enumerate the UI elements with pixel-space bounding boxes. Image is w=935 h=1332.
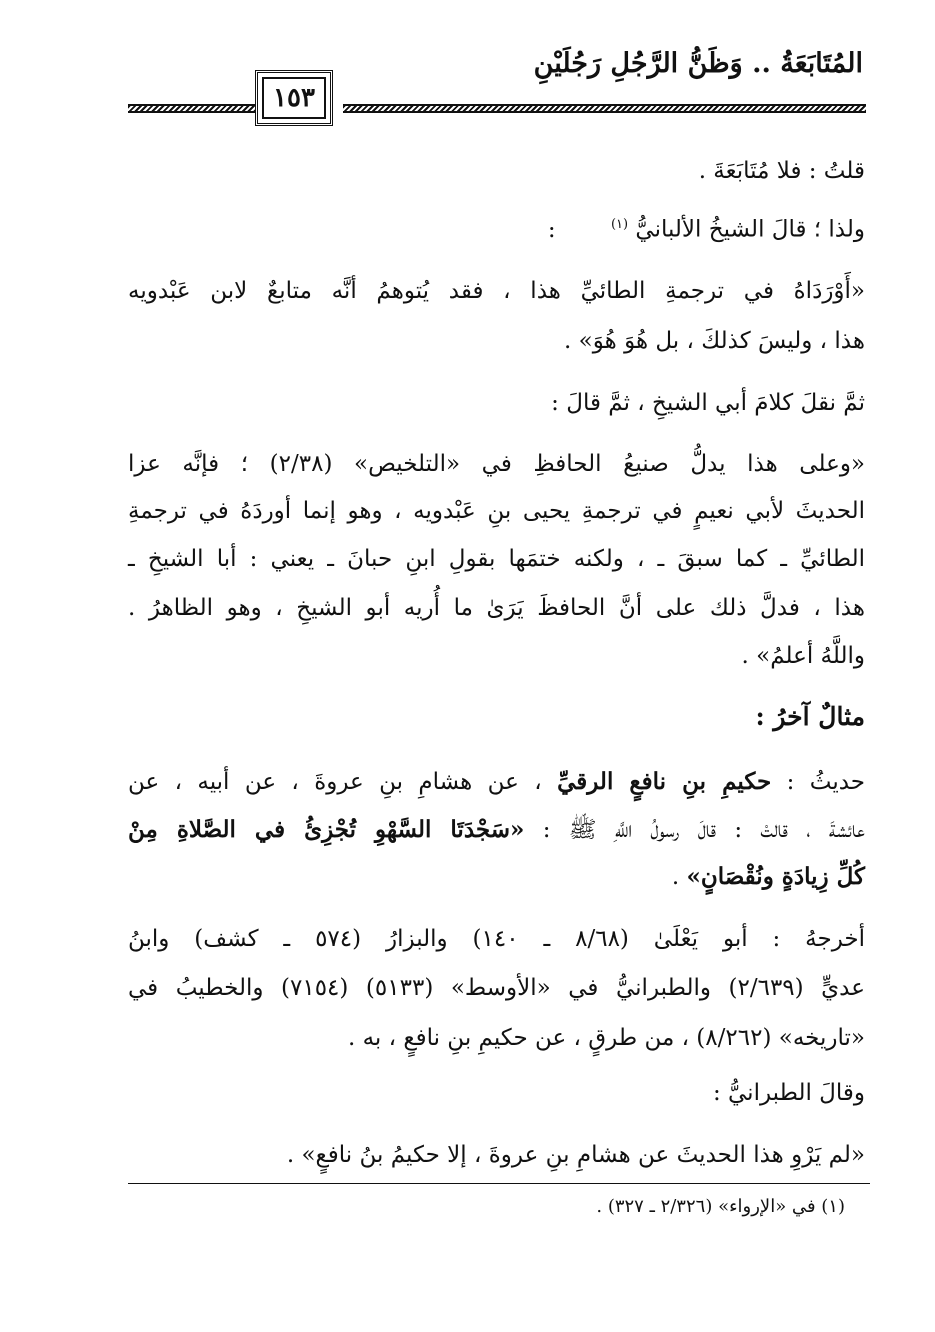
quote-line: «لم يَرْوِ هذا الحديثَ عن هشامِ بنِ عروةَ ، إلا حكيمُ بنُ نافعٍ» .	[286, 1142, 865, 1168]
quote-line: «وعلى هذا يدلُّ صنيعُ الحافظِ في «التلخيص» (٢/٣٨) ؛ فإنَّه عزا	[128, 451, 865, 477]
header-rule-right	[343, 104, 866, 113]
hadith-intro: حديثُ :	[786, 769, 866, 795]
takhrij-line: عديٍّ (٢/٦٣٩) والطبرانيُّ في «الأوسط» (٥١٣٣) (٧١٥٤) والخطيبُ في	[128, 975, 865, 1001]
footnote-ref: (١)	[610, 217, 629, 232]
hadith-text: كُلِّ زِيادَةٍ ونُقْصَانٍ»	[686, 863, 865, 890]
text-line: ثمَّ نقلَ كلامَ أبي الشيخِ ، ثمَّ قالَ :	[551, 390, 865, 416]
takhrij-line: «تاريخه» (٨/٢٦٢) ، من طرقٍ ، عن حكيمِ بنِ نافعٍ ، به .	[347, 1025, 865, 1051]
quote-line: «أَوْرَدَاهُ في ترجمةِ الطائيِّ هذا ، فقد يُتوهمُ أنَّه متابعٌ لابن عَبْدويه	[128, 278, 865, 304]
footnote-separator	[128, 1183, 870, 1184]
quote-line: هذا ، فدلَّ ذلك على أنَّ الحافظَ يَرَىٰ ما أُريه أبو الشيخِ ، وهو الظاهرُ .	[128, 595, 865, 621]
page-number: ١٥٣	[262, 77, 326, 119]
hadith-line	[672, 865, 865, 889]
header-rule-left	[128, 104, 258, 113]
hadith-line	[128, 770, 865, 794]
takhrij-line: أخرجهُ : أبو يَعْلَىٰ (٨/٦٨ ـ ١٤٠) والبزارُ (٥٧٤ ـ كشف) وابنُ	[128, 926, 866, 952]
hadith-line	[128, 818, 865, 842]
hadith-chain: ، عن هشامِ بنِ عروةَ ، عن أبيه ، عن	[128, 769, 542, 795]
running-header-title: المُتَابَعَةُ .. وَظَنُّ الرَّجُلِ رَجُلَيْنِ	[533, 48, 863, 79]
page-number-box	[255, 70, 333, 126]
quote-line: هذا ، وليسَ كذلكَ ، بل هُوَ هُوَ» .	[564, 328, 865, 354]
narrator-name: حكيمِ بنِ نافعٍ الرقيِّ	[557, 768, 772, 795]
text-colon: :	[547, 216, 556, 243]
section-heading: مثالٌ آخرُ :	[755, 702, 865, 731]
hadith-chain: عائشةَ ، قالتْ : قالَ رسولُ اللَّهِ ﷺ :	[542, 817, 866, 843]
text-line: قلتُ : فلا مُتَابَعَةَ .	[698, 158, 865, 184]
quote-line: الطائيِّ ـ كما سبقَ ـ ، ولكنه ختمَها بقولِ ابنِ حبانَ ـ يعني : أبا الشيخِ ـ	[128, 546, 865, 572]
text-line	[548, 218, 865, 242]
quote-line: الحديثَ لأبي نعيمٍ في ترجمةِ يحيى بنِ عَبْدويه ، وهو إنما أوردَهُ في ترجمةِ	[128, 498, 865, 524]
quote-line: واللَّهُ أعلمُ» .	[741, 643, 865, 669]
text-line-main: ولذا ؛ قالَ الشيخُ الألبانيُّ	[635, 216, 865, 243]
hadith-text: «سَجْدَتَا السَّهْوِ تُجْزِئُ في الصَّلاةِ مِنْ	[128, 816, 525, 843]
takhrij-line: وقالَ الطبرانيُّ :	[712, 1080, 865, 1106]
footnote: (١) في «الإرواء» (٢/٣٢٦ ـ ٣٢٧) .	[596, 1196, 845, 1217]
hadith-end: .	[671, 864, 680, 890]
